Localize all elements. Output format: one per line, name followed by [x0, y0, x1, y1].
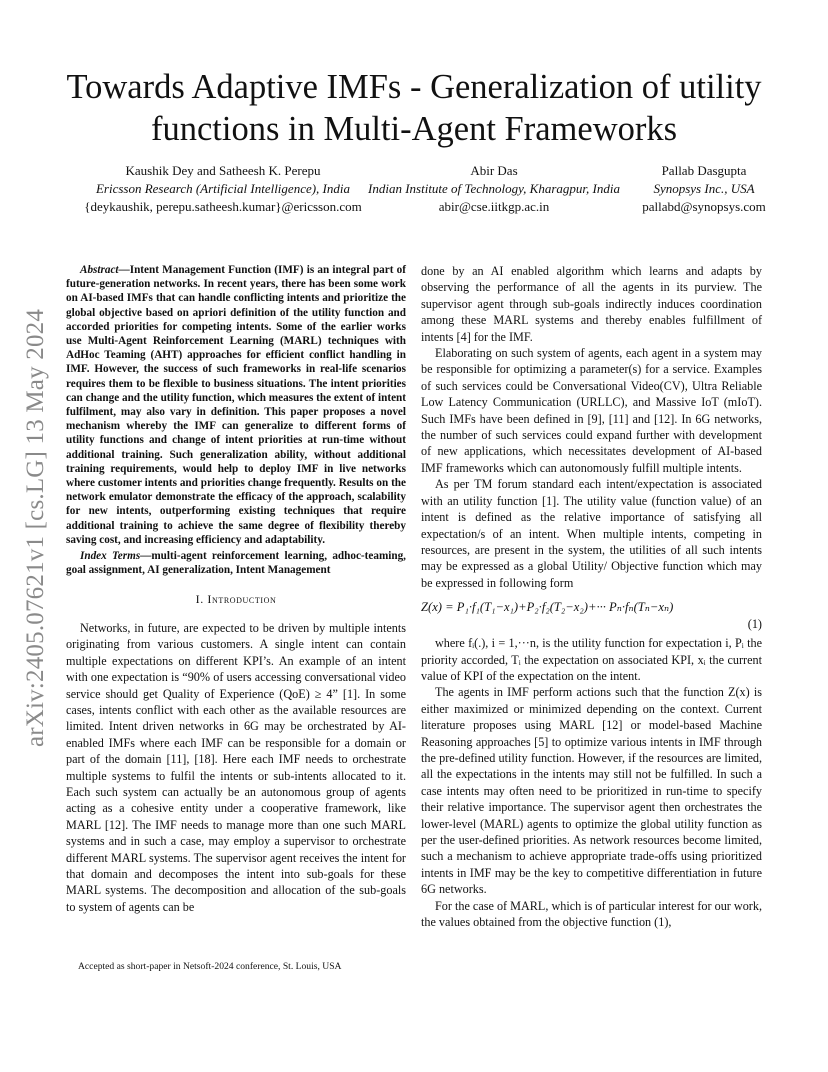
paragraph: where fᵢ(.), i = 1,···n, is the utility function for expectation i, Pᵢ the priority accorded, Tᵢ the expectation on associated KPI, xᵢ the current value of KPI of the expectation on the intent. [421, 636, 762, 683]
author-name: Abir Das [470, 163, 518, 178]
arxiv-watermark [14, 278, 58, 778]
paragraph: Elaborating on such system of agents, each agent in a system may be responsible for optimizing a parameter(s) for a service. Examples of such services could be Conversational Video(CV), Ultra Reliable Low Latency Communication (URLLC), and Massive IoT (mIoT). Such IMFs have been defined in [9], [11] and [12]. In 6G networks, the number of such services could expand further with development of new applications, which necessitates development of AI-based IMF frameworks which can autonomously fulfill multiple intents. [421, 346, 762, 475]
paragraph: For the case of MARL, which is of particular interest for our work, the values obtained from the objective function (1), [421, 898, 762, 930]
equation-1 [421, 599, 762, 633]
author-block-1 [70, 162, 376, 216]
author-block-2 [354, 162, 634, 216]
author-block-3 [628, 162, 780, 216]
author-name: Pallab Dasgupta [661, 163, 747, 178]
author-affiliation: Indian Institute of Technology, Kharagpur, India [368, 181, 620, 196]
right-column [421, 263, 762, 930]
section-heading: I. Introduction [195, 592, 277, 607]
abstract-label: Abstract [80, 264, 119, 276]
author-email: abir@cse.iitkgp.ac.in [438, 199, 550, 214]
author-affiliation: Ericsson Research (Artificial Intelligence), India [95, 181, 351, 196]
paragraph: done by an AI enabled algorithm which learns and adapts by observing the performance of all the agents in its purview. The supervisor agent through sub-goals indirectly induces coordination among these MARL systems and thereby enables fulfillment of intents [4] for the IMF. [421, 264, 762, 344]
author-email: pallabd@synopsys.com [642, 199, 766, 214]
author-email: {deykaushik, perepu.satheesh.kumar}@ericsson.com [84, 199, 362, 214]
footnote: Accepted as short-paper in Netsoft-2024 conference, St. Louis, USA [78, 961, 342, 972]
abstract [66, 263, 406, 547]
left-column [66, 263, 406, 915]
equation-number: (1) [747, 617, 762, 632]
equation-body: Z(x) = P₁·f₁(T₁−x₁)+P₂·f₂(T₂−x₂)+··· Pₙ·fₙ(Tₙ−xₙ) [421, 600, 674, 615]
abstract-text: —Intent Management Function (IMF) is an integral part of future-generation networks. In recent years, there has been some work on AI-based IMFs that can handle conflicting intents and prioritize the global objective based on apriori definition of the utility function and accorded priorities for competing intents. Some of the earlier works use Multi-Agent Reinforcement Learning (MARL) techniques with AdHoc Teaming (AHT) approaches for efficient conflict handling in IMF. However, the success of such frameworks in real-life scenarios requires them to be flexible to business situations. The intent priorities can change and the utility function, which measures the extent of intent fulfilment, may also vary in definition. This paper proposes a novel mechanism whereby the IMF can generalize to different forms of utility functions and change of intent priorities at run-time without additional training. Such generalization ability, without additional training requirements, would help to deploy IMF in live networks where customer intents and priorities change frequently. Results on the network emulator demonstrate the efficacy of the approach, scalability for new intents, outperforming existing techniques that require additional training to achieve the same degree of flexibility thereby saving cost, and increasing efficiency and adaptability. [66, 264, 406, 546]
paragraph: The agents in IMF perform actions such that the function Z(x) is either maximized or minimized depending on the context. Current literature proposes using MARL [12] or model-based Machine Reasoning approaches [5] to optimize various intents in IMF through the pre-defined utility function. However, if the resources are limited, all the expectations in the intents may still not be fulfilled. In such a case intents may often need to be prioritized in run-time to specify their relative importance. The supervisor agent then orchestrates the lower-level (MARL) agents to optimize the global utility function as per the user-defined priorities. As network resources become limited, such a mechanism to achieve appropriate trade-offs using prioritized intents in IMF may be the key to competitive differentiation in future 6G networks. [421, 685, 762, 897]
paper-title: Towards Adaptive IMFs - Generalization of utility functions in Multi-Agent Frameworks [66, 68, 762, 148]
paragraph: As per TM forum standard each intent/expectation is associated with an utility function [1]. The utility value (function value) of an intent is defined as the relative importance of satisfying all expectation/s of an intent. When multiple intents, competing in resources, are present in the system, the utilities of all such intents may be expressed as a global Utility/ Objective function which may be expressed in following form [421, 477, 762, 590]
arxiv-id: arXiv:2405.07621v1 [cs.LG] 13 May 2024 [22, 308, 49, 748]
intro-paragraph: Networks, in future, are expected to be driven by multiple intents originating from various customers. A single intent can contain multiple expectations on different KPI’s. An example of an intent with one expectation is “90% of users accessing conversational video service should get Quality of Experience (QoE) ≥ 4” [1]. In some cases, intents conflict with each other as the available resources are limited. Intent driven networks in 6G may be orchestrated by AI-enabled IMFs where each IMF can be responsible for a domain or part of the domain [11], [18]. Here each IMF needs to orchestrate multiple systems to fulfil the intents or sub-intents allocated to it. Each such system can actually be an autonomous group of agents acting as a cohesive entity under a cooperative framework, like MARL [12]. The IMF needs to manage more than one such MARL systems and in such a case, may employ a supervisor to orchestrate different MARL systems. The supervisor agent receives the intent for that domain and decomposes the intent into sub-goals for these MARL systems. The decomposition and allocation of the sub-goals to system of agents can be [66, 620, 406, 914]
index-terms-text: —multi-agent reinforcement learning, adhoc-teaming, goal assignment, AI generalization, Intent Management [66, 550, 406, 577]
author-name: Kaushik Dey and Satheesh K. Perepu [125, 163, 321, 178]
index-terms-label: Index Terms [80, 550, 141, 563]
author-affiliation: Synopsys Inc., USA [653, 181, 755, 196]
index-terms [66, 549, 406, 577]
